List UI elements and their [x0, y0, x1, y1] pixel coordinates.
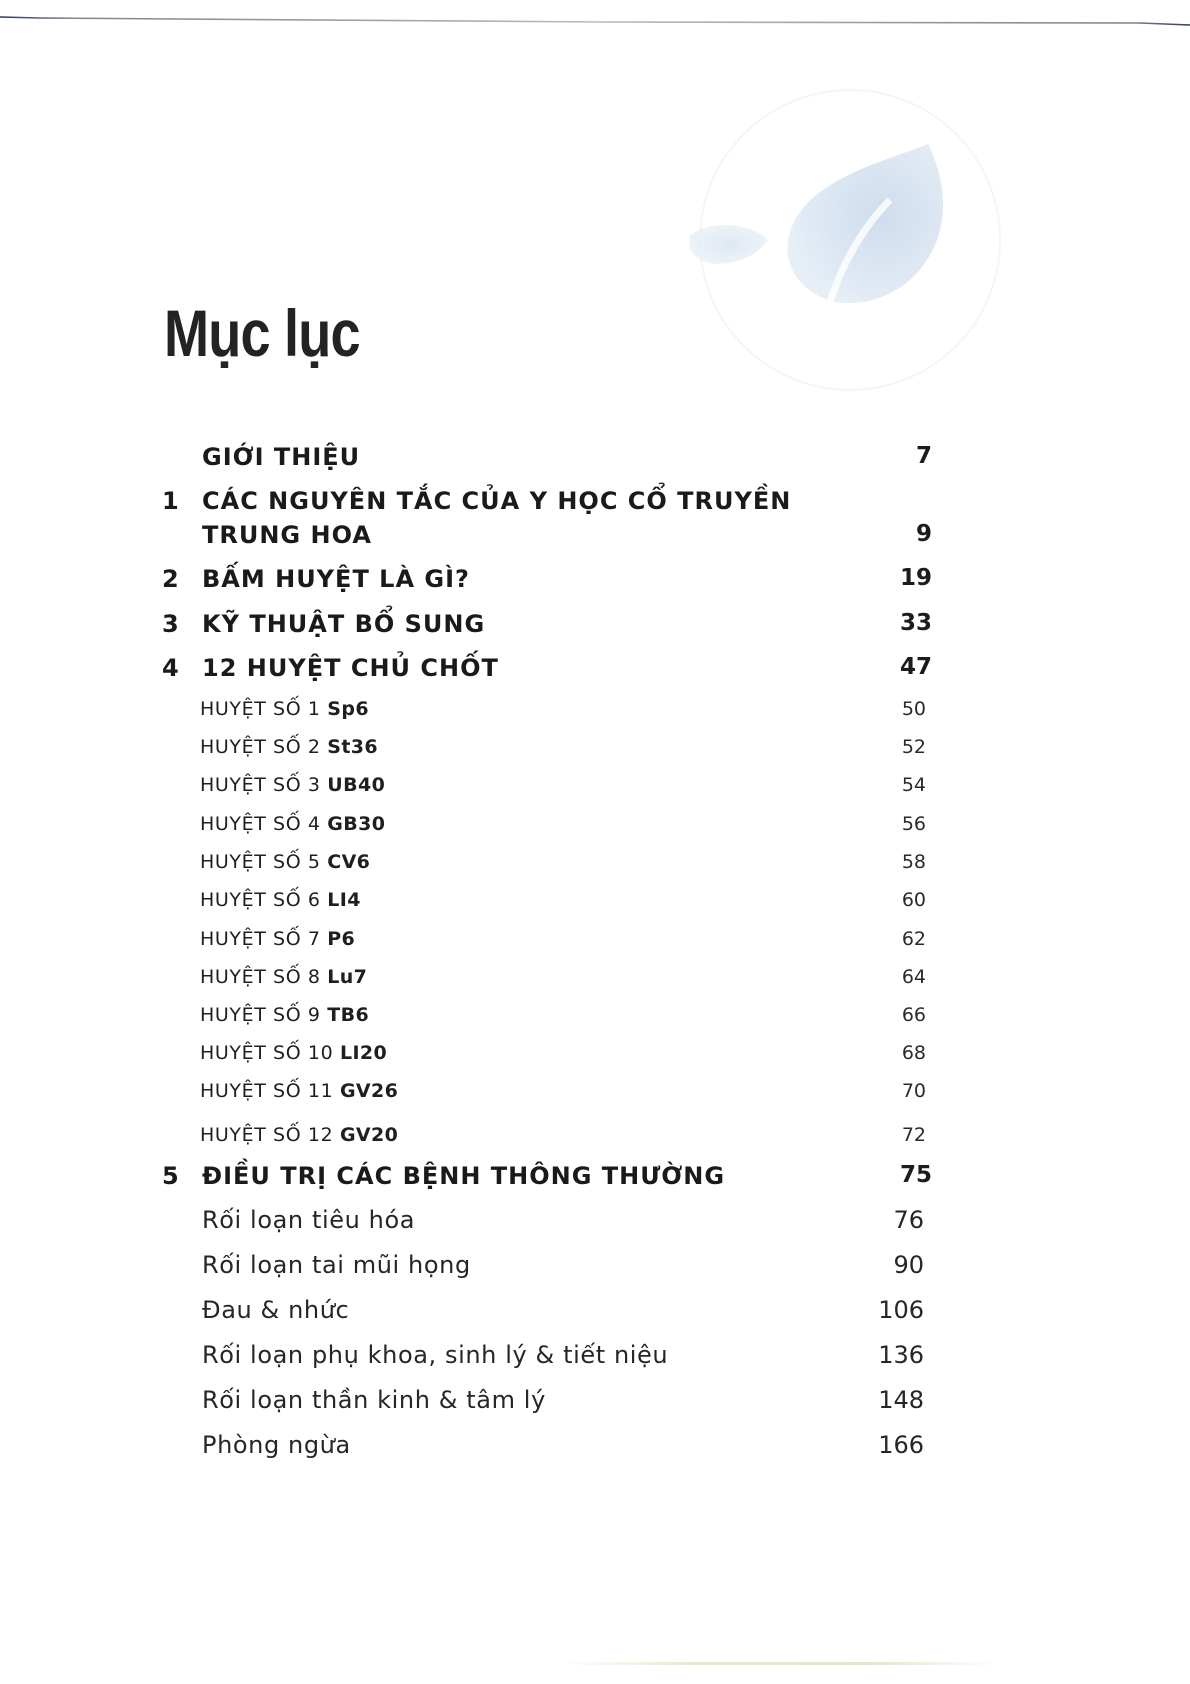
chapter-number: 2: [162, 565, 179, 593]
toc-entry-label: [200, 966, 367, 988]
toc-entry-page: 62: [901, 928, 926, 950]
toc-entry-page: 7: [915, 443, 932, 469]
chapter-number: 1: [162, 487, 179, 515]
toc-entry-label: CÁC NGUYÊN TẮC CỦA Y HỌC CỔ TRUYỀN: [202, 487, 792, 515]
point-prefix: HUYỆT SỐ 2: [200, 736, 321, 758]
top-edge-rule: [0, 14, 1190, 26]
toc-entry-page: 60: [901, 889, 926, 911]
point-prefix: HUYỆT SỐ 8: [200, 966, 321, 988]
toc-entry-label: Đau & nhức: [202, 1296, 350, 1324]
toc-entry-label: Rối loạn thần kinh & tâm lý: [202, 1386, 546, 1414]
point-code: St36: [327, 736, 379, 758]
point-code: Lu7: [327, 966, 368, 988]
toc-entry-page: 136: [878, 1341, 924, 1369]
point-code: LI20: [339, 1042, 388, 1064]
toc-entry-page: 148: [878, 1386, 924, 1414]
toc-entry-label: [200, 774, 385, 796]
toc-entry-label: [200, 1124, 398, 1146]
toc-entry-label-continued: TRUNG HOA: [202, 521, 372, 549]
toc-entry-page: 50: [901, 698, 926, 720]
point-prefix: HUYỆT SỐ 12: [200, 1124, 334, 1146]
chapter-number: 5: [162, 1162, 179, 1190]
toc-entry-page: 52: [901, 736, 926, 758]
toc-entry-label: Rối loạn tiêu hóa: [202, 1206, 416, 1234]
toc-entry-label: [200, 851, 370, 873]
point-prefix: HUYỆT SỐ 5: [200, 851, 321, 873]
point-prefix: HUYỆT SỐ 10: [200, 1042, 334, 1064]
point-code: LI4: [327, 889, 361, 911]
point-code: GV26: [339, 1080, 399, 1102]
toc-entry-label: 12 HUYỆT CHỦ CHỐT: [202, 654, 499, 682]
toc-entry-label: [200, 928, 355, 950]
toc-entry-page: 19: [899, 565, 932, 591]
scan-artifact: [560, 1662, 1000, 1665]
point-code: GB30: [327, 813, 386, 835]
toc-entry-label: [200, 889, 361, 911]
toc-entry-page: 90: [893, 1251, 924, 1279]
toc-entry-label: [200, 736, 378, 758]
toc-entry-label: [200, 1004, 369, 1026]
toc-entry-page: 76: [893, 1206, 924, 1234]
toc-entry-label: [200, 1042, 387, 1064]
point-prefix: HUYỆT SỐ 11: [200, 1080, 334, 1102]
toc-entry-page: 54: [901, 774, 926, 796]
point-prefix: HUYỆT SỐ 6: [200, 889, 321, 911]
toc-entry-label: [200, 698, 369, 720]
page-title: Mục lục: [164, 296, 360, 370]
toc-entry-page: 166: [878, 1431, 924, 1459]
toc-entry-page: 70: [901, 1080, 926, 1102]
point-code: CV6: [327, 851, 371, 873]
toc-entry-page: 66: [901, 1004, 926, 1026]
point-prefix: HUYỆT SỐ 1: [200, 698, 321, 720]
toc-entry-page: 9: [915, 521, 932, 547]
toc-entry-page: 68: [901, 1042, 926, 1064]
toc-entry-label: BẤM HUYỆT LÀ GÌ?: [202, 565, 470, 593]
point-prefix: HUYỆT SỐ 3: [200, 774, 321, 796]
point-prefix: HUYỆT SỐ 9: [200, 1004, 321, 1026]
toc-entry-label: ĐIỀU TRỊ CÁC BỆNH THÔNG THƯỜNG: [202, 1162, 726, 1190]
toc-entry-label: Rối loạn tai mũi họng: [202, 1251, 471, 1279]
toc-entry-page: 64: [901, 966, 926, 988]
point-code: Sp6: [327, 698, 369, 720]
leaf-icon: [590, 70, 1010, 430]
toc-entry-label: GIỚI THIỆU: [202, 443, 361, 471]
point-prefix: HUYỆT SỐ 4: [200, 813, 321, 835]
toc-entry-label: Rối loạn phụ khoa, sinh lý & tiết niệu: [202, 1341, 669, 1369]
toc-entry-page: 106: [878, 1296, 924, 1324]
toc-entry-page: 58: [901, 851, 926, 873]
point-prefix: HUYỆT SỐ 7: [200, 928, 321, 950]
toc-entry-page: 47: [899, 654, 932, 680]
point-code: UB40: [327, 774, 386, 796]
toc-entry-page: 75: [899, 1162, 932, 1188]
point-code: GV20: [339, 1124, 399, 1146]
toc-entry-label: [200, 1080, 398, 1102]
toc-entry-page: 72: [901, 1124, 926, 1146]
point-code: TB6: [327, 1004, 370, 1026]
toc-entry-page: 56: [901, 813, 926, 835]
chapter-number: 3: [162, 610, 179, 638]
toc-entry-label: KỸ THUẬT BỔ SUNG: [202, 610, 486, 638]
chapter-number: 4: [162, 654, 179, 682]
point-code: P6: [327, 928, 356, 950]
toc-entry-label: Phòng ngừa: [202, 1431, 351, 1459]
toc-entry-label: [200, 813, 385, 835]
toc-entry-page: 33: [899, 610, 932, 636]
